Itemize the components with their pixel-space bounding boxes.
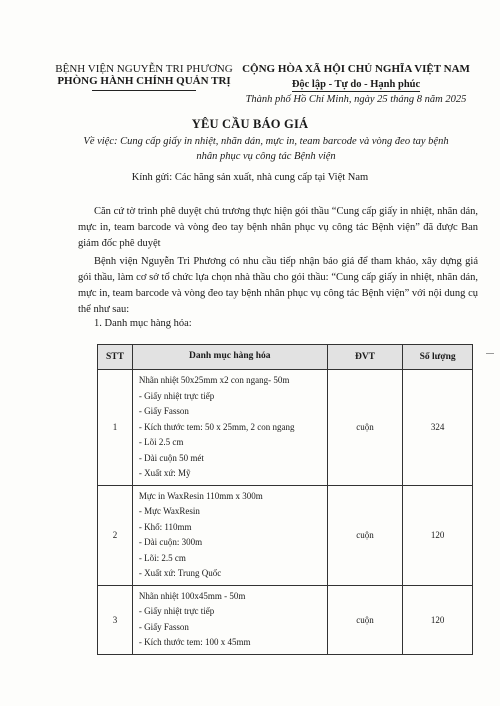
goods-name: Nhãn nhiệt 50x25mm x2 con ngang- 50m	[138, 375, 290, 385]
national-motto: Độc lập - Tự do - Hạnh phúc	[291, 79, 421, 90]
issuing-organization	[48, 63, 240, 87]
goods-spec: - Kích thước tem: 50 x 25mm, 2 con ngang	[138, 421, 295, 432]
row-quantity: 120	[403, 585, 473, 654]
goods-table	[97, 344, 473, 655]
table-header-row	[98, 345, 473, 370]
hospital-name: BỆNH VIỆN NGUYỄN TRI PHƯƠNG	[55, 63, 233, 75]
goods-spec: - Giấy Fasson	[138, 621, 189, 632]
goods-spec: - Xuất xứ: Mỹ	[138, 468, 191, 478]
row-stt: 2	[98, 485, 133, 585]
row-unit: cuộn	[327, 370, 403, 486]
table-row	[98, 485, 473, 585]
document-date: Thành phố Hồ Chí Minh, ngày 25 tháng 8 năm 2025	[245, 94, 467, 105]
goods-spec: - Lõi: 2.5 cm	[138, 552, 186, 563]
header-stt: STT	[98, 345, 133, 370]
header-quantity: Số lượng	[403, 345, 473, 370]
department-name: PHÒNG HÀNH CHÍNH QUẢN TRỊ	[57, 75, 231, 87]
document-subject: Về việc: Cung cấp giấy in nhiệt, nhãn dán, mực in, team barcode và vòng đeo tay bệnh nhân phục vụ công tác Bệnh viện	[83, 136, 449, 162]
goods-name: Mực in WaxResin 110mm x 300m	[138, 490, 263, 501]
row-unit: cuộn	[327, 585, 403, 654]
recipient-greeting: Kính gửi: Các hãng sản xuất, nhà cung cấp tại Việt Nam	[131, 172, 369, 183]
header-goods-name: Danh mục hàng hóa	[132, 345, 327, 370]
paragraph-request: Bệnh viện Nguyễn Tri Phương có nhu cầu tiếp nhận báo giá để tham khảo, xây dựng giá gói thầu, làm cơ sở tổ chức lựa chọn nhà thầu cho gói thầu: “Cung cấp giấy in nhiệt, nhãn dán, mực in, team barcode và vòng đeo tay bệnh nhân phục vụ công tác Bệnh viện” với nội dung cụ thể như sau:	[78, 256, 478, 315]
table-row	[98, 585, 473, 654]
goods-spec: - Dài cuộn: 300m	[138, 537, 203, 547]
goods-spec: - Dài cuộn 50 mét	[138, 452, 204, 463]
goods-spec: - Giấy Fasson	[138, 406, 189, 416]
scan-margin-mark	[486, 353, 494, 354]
goods-spec: - Lõi 2.5 cm	[138, 437, 184, 447]
row-unit: cuộn	[327, 485, 403, 585]
row-goods-description	[132, 585, 327, 654]
goods-spec: - Giấy nhiệt trực tiếp	[138, 390, 215, 401]
goods-spec: - Giấy nhiệt trực tiếp	[138, 606, 215, 616]
goods-list-heading: 1. Danh mục hàng hóa:	[94, 318, 192, 329]
goods-spec: - Khổ: 110mm	[138, 521, 192, 532]
goods-name: Nhãn nhiệt 100x45mm - 50m	[138, 590, 246, 601]
paragraph-basis: Căn cứ tờ trình phê duyệt chủ trương thực hiện gói thầu “Cung cấp giấy in nhiệt, nhãn dán, mực in, team barcode và vòng đeo tay bệnh nhân phục vụ công tác Bệnh viện” đã được Ban giám đốc phê duyệt	[78, 206, 478, 249]
row-goods-description	[132, 485, 327, 585]
goods-spec: - Mực WaxResin	[138, 506, 200, 516]
header-left-underline	[92, 90, 196, 91]
header-unit: ĐVT	[327, 345, 403, 370]
goods-spec: - Xuất xứ: Trung Quốc	[138, 568, 222, 578]
document-title: YÊU CẦU BÁO GIÁ	[191, 117, 309, 131]
row-stt: 3	[98, 585, 133, 654]
row-stt: 1	[98, 370, 133, 486]
national-header	[236, 63, 476, 106]
row-quantity: 120	[403, 485, 473, 585]
goods-spec: - Kích thước tem: 100 x 45mm	[138, 637, 251, 647]
row-goods-description	[132, 370, 327, 486]
row-quantity: 324	[403, 370, 473, 486]
nation-name: CỘNG HÒA XÃ HỘI CHỦ NGHĨA VIỆT NAM	[242, 63, 470, 75]
table-row	[98, 370, 473, 486]
